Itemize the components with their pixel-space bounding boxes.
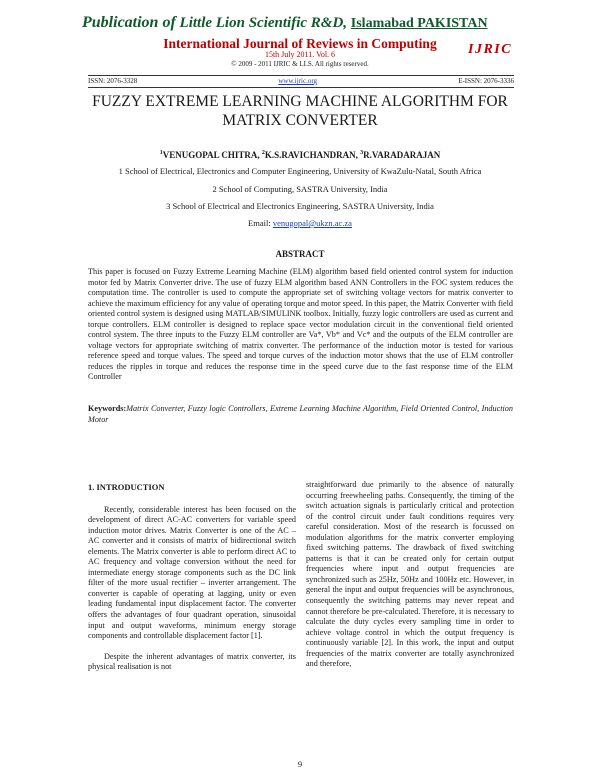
eissn: E-ISSN: 2076-3336 (458, 77, 514, 85)
abstract-body: This paper is focused on Fuzzy Extreme Learning Machine (ELM) algorithm based field oriented control system for induction motor fed by Matrix Converter drive. The use of fuzzy ELM algorithm based ANN Controllers in the FOC system reduces the computation time. The controller is used to compute the appropriate set of switching voltage vectors for matrix converter to achieve the maximum efficiency for any value of operating torque and motor speed. In this paper, the Matrix Converter with field oriented control system is designed using MATLAB/SIMULINK toolbox. Initially, fuzzy logic controllers are used as current and torque controllers. ELM controller is designed to replace space vector modulation circuit in the conventional field oriented control system. The three inputs to the Fuzzy ELM controller are Va*, Vb* and Vc* and the outputs of the ELM controller are voltage vectors for appropriate switching of matrix converter. The performance of the induction motor is tested for various reference speed and torque values. The speed and torque curves of the induction motor shows that the use of ELM controller reduces the ripples in torque and reduces the response time in the speed curve due to the fast response time of the ELM Controller (88, 267, 513, 382)
keywords-label: Keywords: (88, 404, 127, 413)
issn: ISSN: 2076-3328 (88, 77, 138, 85)
right-column (306, 480, 514, 670)
page-number: 9 (297, 759, 303, 769)
intro-paragraph-1: Recently, considerable interest has been focused on the development of direct AC-AC converters for variable speed induction motor drives. Matrix Converter is one of the AC – AC converter and it consists of matrix of bidirectional switch elements. The Matrix converter is able to perform direct AC to AC frequency and voltage conversion without the need for intermediate energy storage components such as the DC link filter of the more usual rectifier – inverter arrangement. The converter is capable of operating at lagging, unity or even leading fundamental input displacement factor. The converter offers the advantages of four quadrant operation, sinusoidal input and output waveforms, minimum energy storage components and controllable displacement factor [1]. (88, 504, 296, 641)
affiliation-2: 2 School of Computing, SASTRA University, India (212, 184, 388, 194)
author-list: $^1$VENUGOPAL CHITRA, $^2$K.S.RAVICHANDRAN, $^3$R.VARADARAJAN (159, 150, 441, 160)
journal-name: International Journal of Reviews in Computing (163, 36, 437, 51)
publisher-line (82, 15, 532, 32)
keywords-text: Matrix Converter, Fuzzy logic Controllers, Extreme Learning Machine Algorithm, Field Oriented Control, Induction Motor (88, 404, 513, 424)
author-2: K.S.RAVICHANDRAN, (264, 150, 358, 160)
journal-logo: IJRIC (468, 42, 513, 57)
section-heading-introduction: 1. INTRODUCTION (88, 482, 165, 492)
author-1: VENUGOPAL CHITRA, (162, 150, 260, 160)
abstract-heading: ABSTRACT (275, 249, 325, 259)
issn-row (88, 77, 514, 85)
keywords (88, 403, 513, 425)
email-link[interactable]: venugopal@ukzn.ac.za (272, 218, 352, 228)
header-rule-top (88, 75, 514, 76)
paper-title: FUZZY EXTREME LEARNING MACHINE ALGORITHM FOR MATRIX CONVERTER (92, 93, 508, 129)
intro-paragraph-2: Despite the inherent advantages of matrix converter, its physical realisation is not (88, 651, 296, 672)
copyright-line: © 2009 - 2011 IJRIC & LLS. All rights reserved. (231, 60, 369, 68)
website-link[interactable]: www.ijric.org (278, 77, 318, 85)
affiliation-1: 1 School of Electrical, Electronics and Computer Engineering, University of KwaZulu-Natal, South Africa (118, 166, 482, 176)
publisher-place: Islamabad PAKISTAN (350, 16, 488, 31)
intro-paragraph-3: straightforward due primarily to the absence of naturally occurring freewheeling paths. Consequently, the timing of the switch actuation signals is particularly critical and protection of the control circuit under fault conditions requires very careful consideration. Most of the research is focussed on modulation algorithms for the matrix converter employing fixed switching patterns. The drawback of fixed switching patterns is that it can be created only for certain output frequencies where input and output frequencies are synchronized such as 25Hz, 50Hz and 100Hz etc. However, in general the input and output frequencies will be asynchronous, consequently the switching patterns may never repeat and cannot therefore be pre-calculated. Therefore, it is necessary to calculate the duty cycles every sampling time in order to achieve voltage control in which the output frequency is continuously variable [2]. In this work, the input and output frequencies of the matrix converter are totally asynchronized and therefore, (306, 480, 514, 669)
email-line (0, 218, 600, 228)
issue-date: 15th July 2011. Vol. 6 (264, 50, 336, 59)
publisher-name: Little Lion Scientific R&D, (179, 15, 348, 31)
header-rule-bottom (88, 87, 514, 88)
left-column (88, 480, 296, 683)
email-label: Email: (248, 218, 271, 228)
author-3: R.VARADARAJAN (363, 150, 441, 160)
publisher-script: Publication of (82, 14, 176, 31)
affiliation-3: 3 School of Electrical and Electronics Engineering, SASTRA University, India (166, 201, 434, 211)
